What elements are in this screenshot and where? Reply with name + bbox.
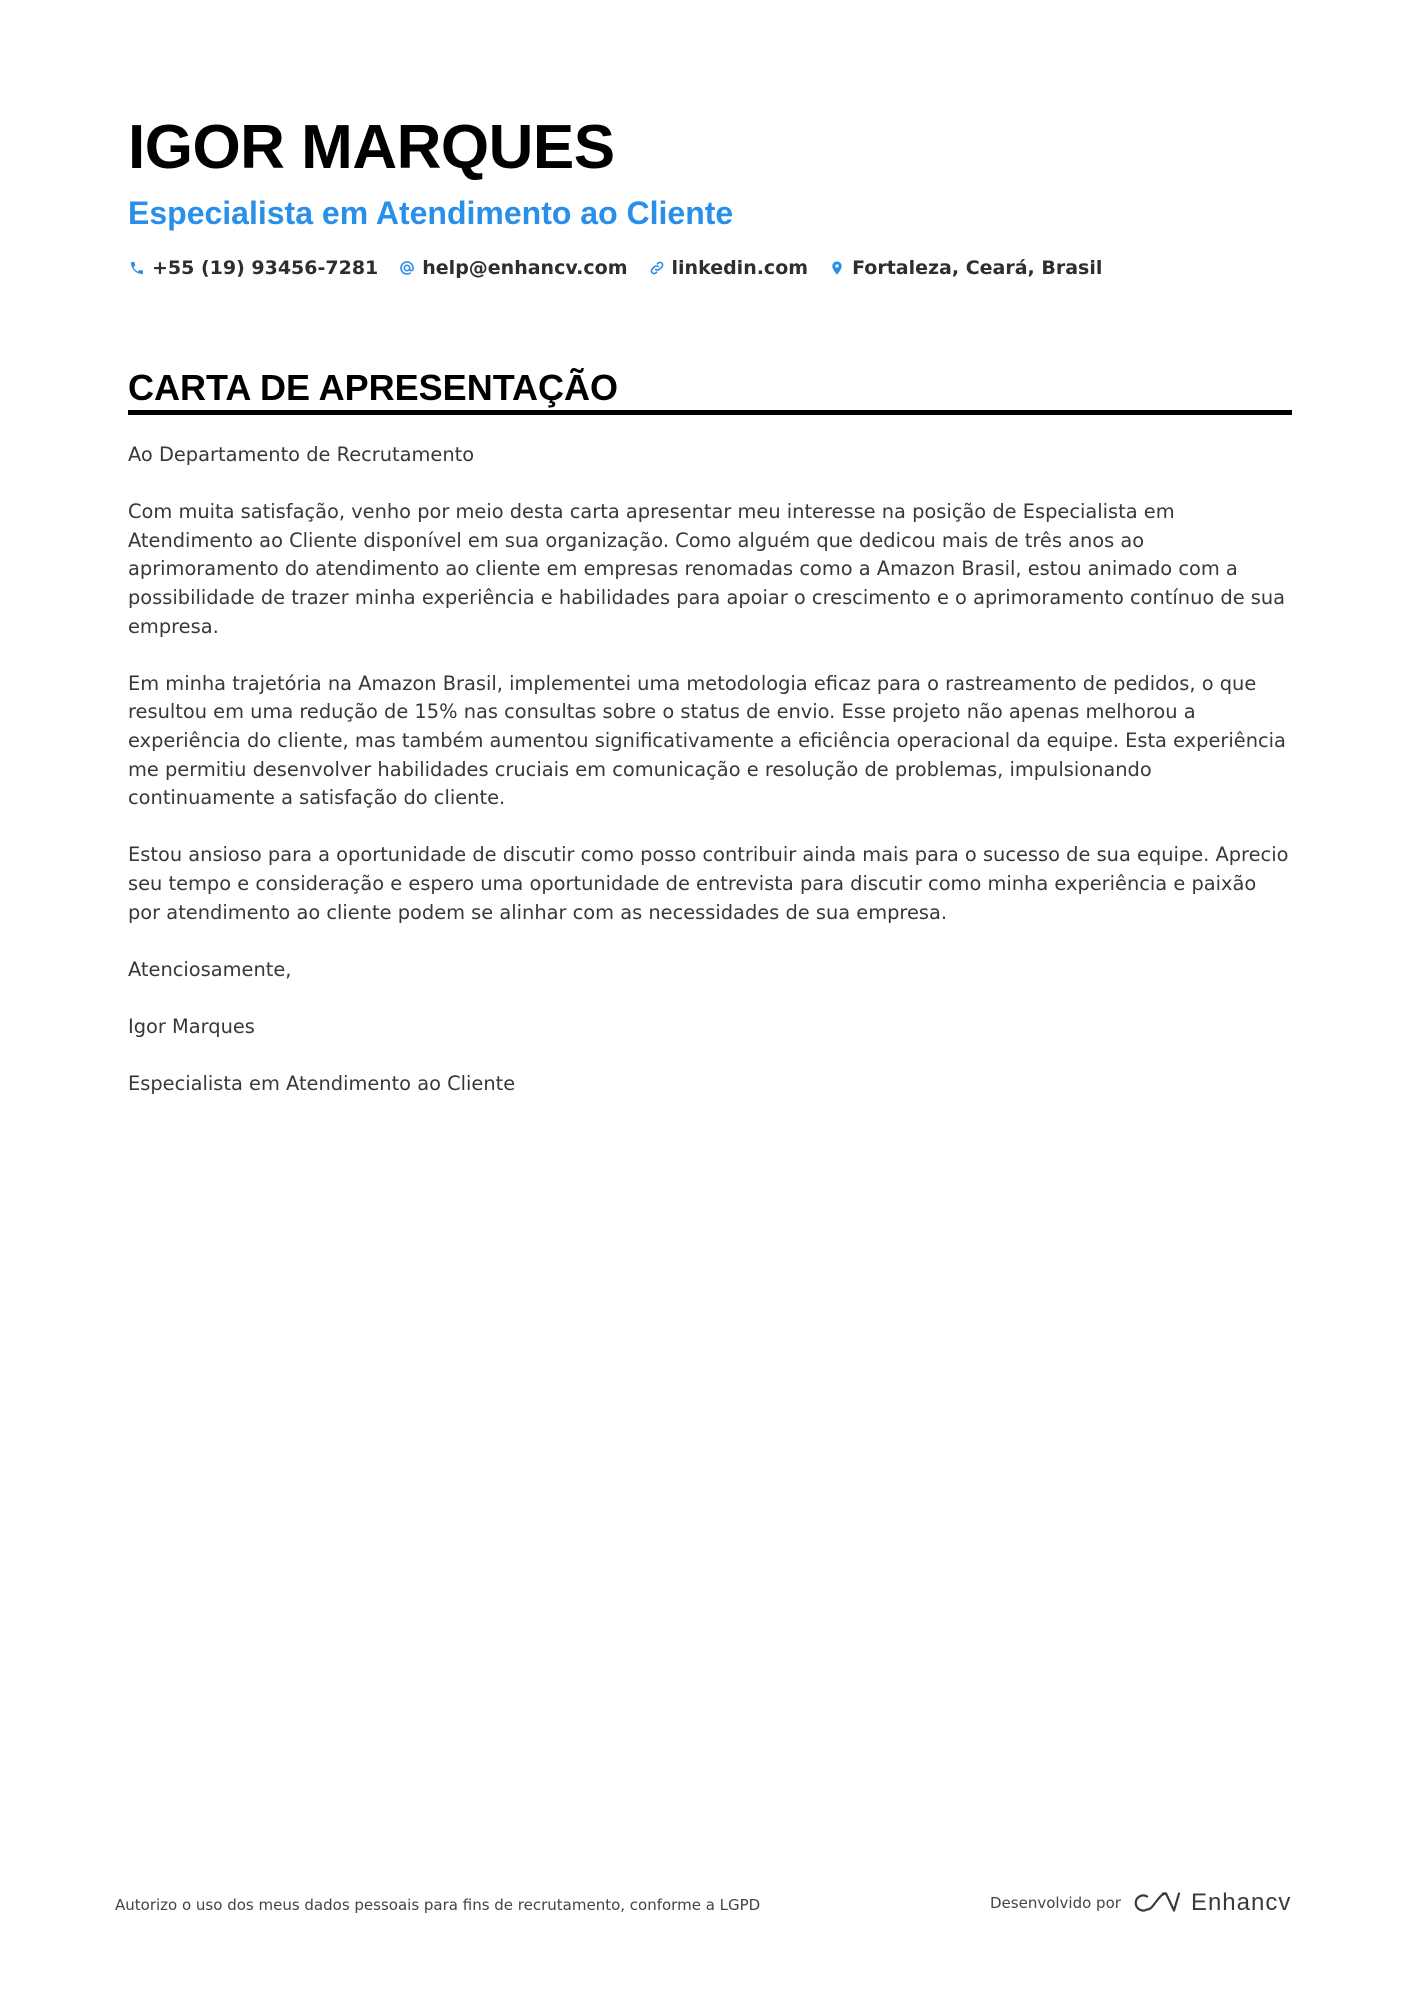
linkedin-text: linkedin.com [671,257,809,279]
letter-body [128,441,1292,1127]
phone-icon [128,259,146,277]
location-pin-icon [828,259,846,277]
powered-by-label: Desenvolvido por [990,1894,1121,1912]
section-divider [128,410,1292,415]
section-title: CARTA DE APRESENTAÇÃO [128,367,619,408]
contact-bar [128,253,1292,283]
contact-linkedin[interactable] [648,257,809,279]
at-icon [398,259,416,277]
phone-text: +55 (19) 93456-7281 [152,257,379,279]
closing: Atenciosamente, [128,957,292,981]
brand-name: Enhancv [1190,1889,1292,1916]
paragraph: Em minha trajetória na Amazon Brasil, implementei uma metodologia eficaz para o rastreamento de pedidos, o que resultou em uma redução de 15% nas consultas sobre o status de envio. Esse projeto não apenas melhorou a experiência do cliente, mas também aumentou significativamente a eficiência operacional da equipe. Esta experiência me permitiu desenvolver habilidades cruciais em comunicação e resolução de problemas, impulsionando continuamente a satisfação do cliente. [128,671,1286,810]
enhancv-logo [1133,1889,1291,1917]
signature-name: Igor Marques [128,1014,255,1038]
contact-location [828,257,1102,279]
salutation: Ao Departamento de Recrutamento [128,443,475,466]
powered-by[interactable] [990,1886,1291,1920]
enhancv-logo-icon [1133,1890,1181,1916]
location-text: Fortaleza, Ceará, Brasil [852,257,1103,279]
candidate-name: IGOR MARQUES [128,113,615,182]
signature-title: Especialista em Atendimento ao Cliente [128,1072,516,1096]
paragraph: Estou ansioso para a oportunidade de discutir como posso contribuir ainda mais para o sucesso de sua equipe. Aprecio seu tempo e consideração e espero uma oportunidade de entrevista para discutir como minha experiência e paixão por atendimento ao cliente podem se alinhar com as necessidades de sua empresa. [128,843,1289,924]
contact-phone [128,257,378,279]
link-icon [648,259,666,277]
job-title: Especialista em Atendimento ao Cliente [128,195,734,231]
contact-email[interactable] [398,257,627,279]
paragraph: Com muita satisfação, venho por meio desta carta apresentar meu interesse na posição de Especialista em Atendimento ao Cliente disponível em sua organização. Como alguém que dedicou mais de três anos ao aprimoramento do atendimento ao cliente em empresas renomadas como a Amazon Brasil, estou animado com a possibilidade de trazer minha experiência e habilidades para apoiar o crescimento e o aprimoramento contínuo de sua empresa. [128,500,1286,638]
consent-note: Autorizo o uso dos meus dados pessoais para fins de recrutamento, conforme a LGPD [115,1896,761,1914]
header [128,112,1292,283]
email-text: help@enhancv.com [422,257,628,279]
